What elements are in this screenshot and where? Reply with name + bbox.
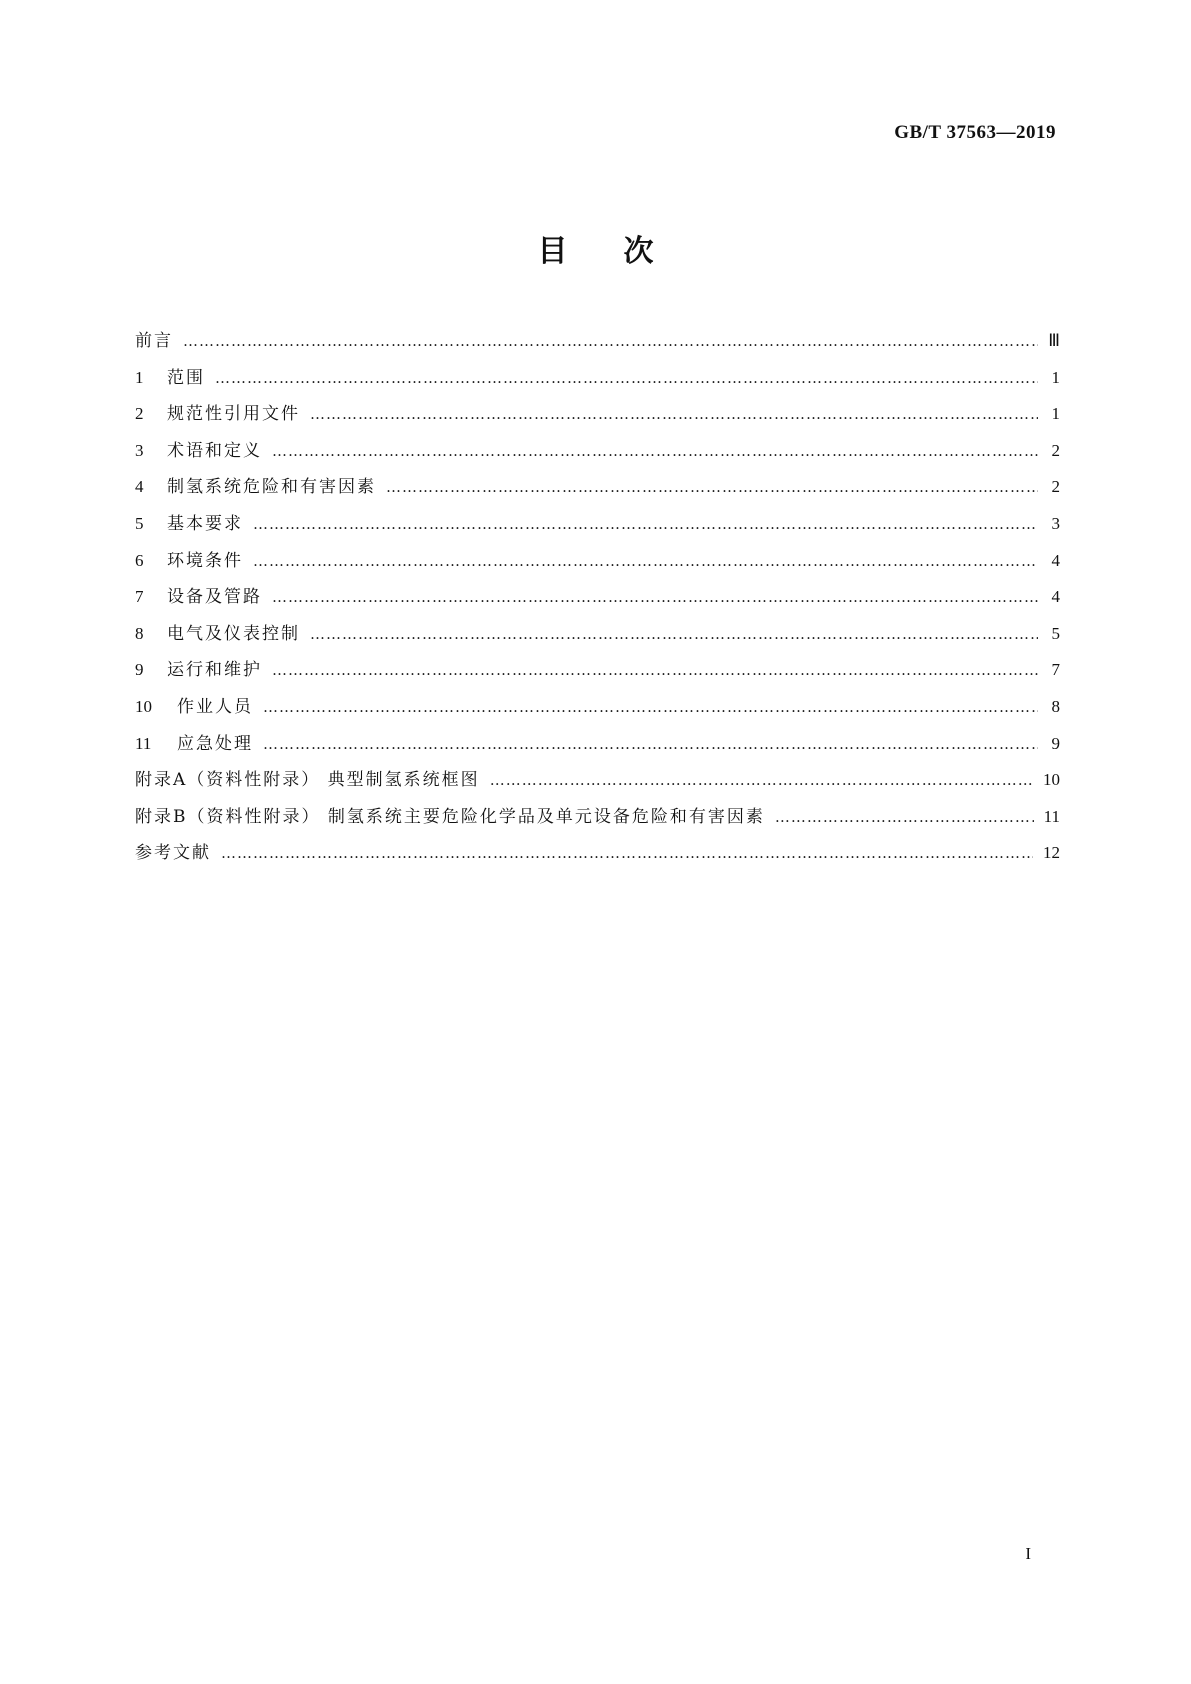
toc-item-label: 范围 [167,367,205,388]
toc-leader [215,369,1038,387]
toc-item-5[interactable] [135,509,1060,546]
toc-item-10[interactable] [135,692,1060,729]
toc-item-number: 8 [135,623,144,643]
page-number: I [1025,1544,1031,1563]
toc-item-label: 基本要求 [167,513,243,534]
page-title [0,226,1191,270]
toc-item-label: 设备及管路 [167,587,262,608]
toc-item-3[interactable] [135,436,1060,473]
toc-leader [310,625,1038,643]
toc-leader [386,478,1038,496]
toc-item-label: 作业人员 [177,696,253,717]
toc-item-4[interactable] [135,472,1060,509]
toc-item-label: 环境条件 [167,550,243,571]
toc-item-number: 2 [135,404,144,424]
toc-leader [183,332,1038,350]
toc-item-number: 6 [135,550,144,570]
toc-leader [221,844,1033,862]
toc-item-page: 7 [1051,660,1060,680]
toc-item-label: 附录A（资料性附录） 典型制氢系统框图 [135,770,480,791]
toc-item-page: 1 [1051,367,1060,387]
toc-item-page: Ⅲ [1048,331,1060,350]
toc-item-2[interactable] [135,399,1060,436]
toc-item-label: 前言 [135,331,173,351]
toc-item-label: 规范性引用文件 [167,404,300,425]
toc-item-page: 4 [1051,587,1060,607]
toc-item-7[interactable] [135,582,1060,619]
toc-leader [310,405,1038,423]
toc-item-page: 10 [1043,770,1060,790]
toc-item-11[interactable] [135,729,1060,766]
toc-leader [253,515,1038,533]
toc-item-number: 10 [135,696,152,716]
toc-leader [775,808,1034,826]
toc-leader [272,661,1038,679]
toc-item-page: 4 [1051,550,1060,570]
toc-item-references[interactable] [135,838,1060,875]
page-title-part1: 目 [537,234,568,269]
toc-item-foreword[interactable] [135,326,1060,363]
toc-leader [272,442,1038,460]
toc-item-number: 5 [135,513,144,533]
toc-item-label: 运行和维护 [167,660,262,681]
toc-item-6[interactable] [135,546,1060,583]
toc-item-appendix-a[interactable] [135,765,1060,802]
toc-item-appendix-b[interactable] [135,802,1060,839]
toc-item-number: 1 [135,367,144,387]
toc-item-page: 9 [1051,733,1060,753]
toc-leader [490,771,1033,789]
toc-item-page: 3 [1051,513,1060,533]
toc-item-page: 1 [1051,404,1060,424]
toc-item-page: 8 [1051,696,1060,716]
toc-item-number: 4 [135,477,144,497]
toc-item-page: 2 [1051,477,1060,497]
toc-item-9[interactable] [135,655,1060,692]
toc-item-8[interactable] [135,619,1060,656]
toc-item-number: 3 [135,440,144,460]
toc-item-number: 9 [135,660,144,680]
standard-code: GB/T 37563—2019 [894,122,1056,143]
toc-item-1[interactable] [135,363,1060,400]
toc-item-label: 电气及仪表控制 [167,623,300,644]
table-of-contents [135,326,1060,875]
toc-leader [263,735,1038,753]
toc-item-label: 附录B（资料性附录） 制氢系统主要危险化学品及单元设备危险和有害因素 [135,806,765,827]
toc-item-label: 应急处理 [177,733,253,754]
toc-item-label: 制氢系统危险和有害因素 [167,477,376,498]
toc-leader [263,698,1038,716]
toc-item-number: 11 [135,733,152,753]
toc-item-number: 7 [135,587,144,607]
toc-item-label: 术语和定义 [167,440,262,461]
toc-leader [253,552,1038,570]
toc-item-page: 12 [1043,843,1060,863]
toc-item-page: 11 [1043,806,1060,826]
toc-item-label: 参考文献 [135,843,211,864]
toc-leader [272,588,1038,606]
page-title-part2: 次 [623,234,654,269]
toc-item-page: 5 [1051,623,1060,643]
toc-item-page: 2 [1051,440,1060,460]
